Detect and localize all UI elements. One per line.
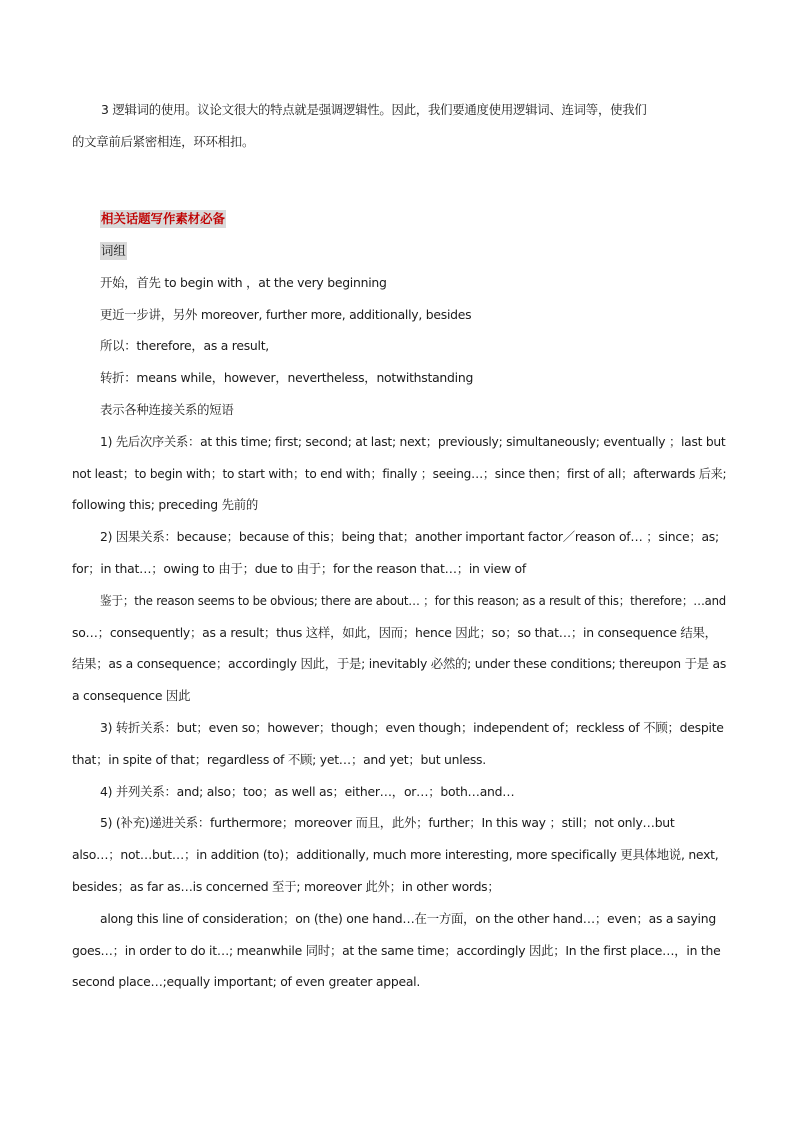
relation-line: following this; preceding 先前的 — [72, 497, 258, 512]
relation-line: so…；consequently；as a result；thus 这样，如此，因而；hence 因此；so；so that…；in consequence 结果， — [72, 625, 717, 640]
relation-line: 5) (补充)递进关系：furthermore；moreover 而且，此外；further；In this way ；still；not only…but — [100, 815, 675, 830]
phrase-line: 开始，首先 to begin with ，at the very beginning — [100, 275, 387, 290]
relation-line: 2) 因果关系：because；because of this；being that；another important factor／reason of… ；since；as; — [100, 529, 719, 544]
intro-line-1: 3 逻辑词的使用。议论文很大的特点就是强调逻辑性。因此，我们要通度使用逻辑词、连词等，使我们 — [101, 102, 647, 117]
relation-line: 鉴于；the reason seems to be obvious; there are about… ；for this reason; as a result of this；therefore；…and — [100, 593, 726, 608]
section-heading: 相关话题写作素材必备 — [101, 211, 225, 226]
relation-line: second place…;equally important; of even greater appeal. — [72, 974, 421, 989]
relation-line: besides；as far as…is concerned 至于; moreover 此外；in other words； — [72, 879, 500, 894]
relation-line: along this line of consideration；on (the) one hand…在一方面，on the other hand…；even；as a saying — [100, 911, 716, 926]
relation-line: goes…；in order to do it…; meanwhile 同时；at the same time；accordingly 因此；In the first place…，in the — [72, 943, 721, 958]
section-subheading: 词组 — [101, 243, 126, 258]
phrase-line: 更近一步讲，另外 moreover, further more, additionally, besides — [100, 307, 472, 322]
relation-line: also…；not…but…；in addition (to)；additionally, much more interesting, more specifically 更具体地说, next, — [72, 847, 719, 862]
intro-line-2: 的文章前后紧密相连，环环相扣。 — [72, 134, 255, 149]
relation-line: 4) 并列关系：and; also；too；as well as；either…，or…；both…and… — [100, 784, 515, 799]
relation-line: 1) 先后次序关系：at this time; first; second; at last; next；previously; simultaneously; eventually ；last but — [100, 434, 726, 449]
phrase-line: 表示各种连接关系的短语 — [100, 402, 234, 417]
relation-line: 结果；as a consequence；accordingly 因此，于是; inevitably 必然的; under these conditions; thereupon 于是 as — [72, 656, 727, 671]
phrase-line: 转折：means while，however，nevertheless，notwithstanding — [100, 370, 474, 385]
phrase-line: 所以：therefore，as a result, — [100, 338, 269, 353]
relation-line: a consequence 因此 — [72, 688, 191, 703]
relation-line: 3) 转折关系：but；even so；however；though；even though；independent of；reckless of 不顾；despite — [100, 720, 724, 735]
relation-line: not least；to begin with；to start with；to end with；finally ；seeing…；since then；first of all；afterwards 后来; — [72, 466, 727, 481]
relation-line: for；in that…；owing to 由于；due to 由于；for the reason that…；in view of — [72, 561, 527, 576]
relation-line: that；in spite of that；regardless of 不顾; yet…；and yet；but unless. — [72, 752, 486, 767]
